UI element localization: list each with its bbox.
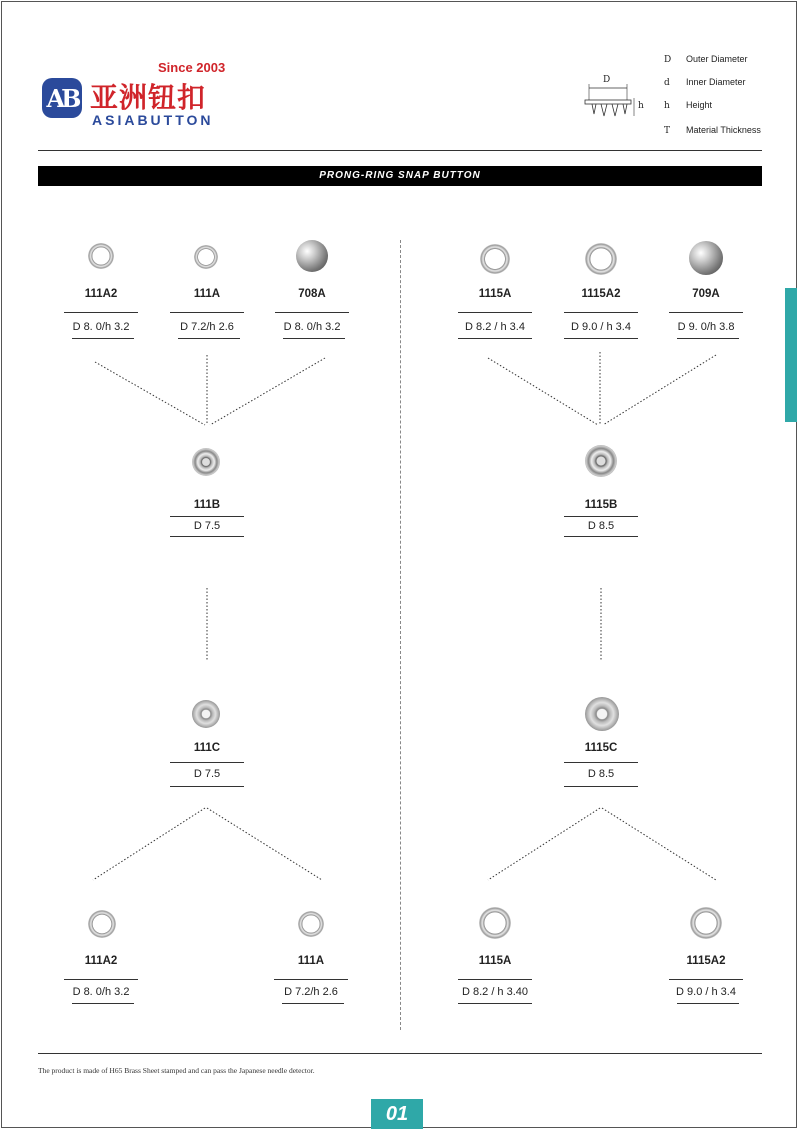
- footer-note: The product is made of H65 Brass Sheet stamped and can pass the Japanese needle detector.: [38, 1066, 315, 1075]
- legend-label: Inner Diameter: [686, 77, 746, 87]
- ring-button-icon: [88, 910, 116, 938]
- spec-rule: [64, 979, 138, 980]
- spec-rule: [669, 979, 743, 980]
- spec-rule: [669, 312, 743, 313]
- spec-rule: [72, 1003, 134, 1004]
- product-spec: D 7.2/h 2.6: [180, 321, 234, 333]
- ring-button-icon: [88, 243, 114, 269]
- spec-rule: [564, 762, 638, 763]
- stud-icon: [192, 700, 220, 728]
- product-spec: D 9.0 / h 3.4: [571, 321, 631, 333]
- product-spec: D 8. 0/h 3.2: [72, 321, 130, 333]
- product-code: 111A: [193, 288, 221, 300]
- spec-rule: [458, 1003, 532, 1004]
- product-spec: D 8. 0/h 3.2: [72, 986, 130, 998]
- spec-rule: [170, 536, 244, 537]
- spec-rule: [564, 312, 638, 313]
- brand-name-en: ASIABUTTON: [92, 112, 214, 128]
- product-spec: D 9.0 / h 3.4: [676, 986, 736, 998]
- spec-rule: [564, 338, 638, 339]
- legend-label: Height: [686, 100, 713, 110]
- ring-button-icon: [480, 244, 510, 274]
- product-spec: D 8.5: [587, 520, 615, 532]
- diagram-h-label: h: [638, 101, 644, 111]
- footer-rule: [38, 1053, 762, 1054]
- product-code: 1115A2: [686, 955, 726, 967]
- brand-since: Since 2003: [158, 60, 226, 75]
- legend-symbol: h: [664, 101, 670, 111]
- legend-symbol: T: [664, 126, 671, 136]
- spec-rule: [283, 338, 345, 339]
- spec-rule: [170, 312, 244, 313]
- spec-rule: [677, 338, 739, 339]
- spec-rule: [677, 1003, 739, 1004]
- product-spec: D 8. 0/h 3.2: [283, 321, 341, 333]
- ring-button-icon: [479, 907, 511, 939]
- product-spec: D 7.2/h 2.6: [284, 986, 338, 998]
- ring-button-icon: [585, 243, 617, 275]
- diagram-d-label: D: [603, 75, 611, 85]
- spec-rule: [72, 338, 134, 339]
- pearl-cap-icon: [689, 241, 723, 275]
- banner-title: PRONG-RING SNAP BUTTON: [319, 170, 481, 181]
- legend-symbol: D: [664, 55, 672, 65]
- product-code: 111A2: [84, 288, 118, 300]
- spec-rule: [170, 516, 244, 517]
- product-code: 111A: [297, 955, 325, 967]
- socket-icon: [585, 445, 617, 477]
- brand-logo-mark: AB: [42, 78, 82, 118]
- product-code: 708A: [298, 288, 326, 300]
- product-spec: D 8.2 / h 3.40: [461, 986, 529, 998]
- legend-symbol: d: [664, 78, 670, 88]
- spec-rule: [564, 516, 638, 517]
- ring-button-icon: [298, 911, 324, 937]
- product-code: 1115C: [584, 742, 618, 754]
- stud-icon: [585, 697, 619, 731]
- ring-button-icon: [690, 907, 722, 939]
- spec-rule: [170, 786, 244, 787]
- product-spec: D 8.5: [587, 768, 615, 780]
- ring-button-icon: [194, 245, 218, 269]
- spec-rule: [564, 536, 638, 537]
- pearl-cap-icon: [296, 240, 328, 272]
- spec-rule: [458, 312, 532, 313]
- legend-label: Material Thickness: [686, 125, 761, 135]
- product-code: 1115A2: [581, 288, 621, 300]
- spec-rule: [274, 979, 348, 980]
- product-spec: D 8.2 / h 3.4: [465, 321, 525, 333]
- spec-rule: [275, 312, 349, 313]
- spec-rule: [564, 786, 638, 787]
- product-code: 1115B: [584, 499, 618, 511]
- product-code: 111A2: [84, 955, 118, 967]
- socket-icon: [192, 448, 220, 476]
- spec-rule: [64, 312, 138, 313]
- spec-rule: [170, 762, 244, 763]
- product-spec: D 7.5: [193, 768, 221, 780]
- spec-rule: [178, 338, 240, 339]
- legend-label: Outer Diameter: [686, 54, 748, 64]
- spec-rule: [282, 1003, 344, 1004]
- product-code: 709A: [692, 288, 720, 300]
- product-code: 1115A: [478, 955, 512, 967]
- brand-name-cn: 亚洲钮扣: [90, 81, 207, 114]
- page-number: 01: [371, 1099, 423, 1129]
- product-spec: D 7.5: [193, 520, 221, 532]
- product-code: 111B: [193, 499, 221, 511]
- spec-rule: [458, 979, 532, 980]
- product-code: 1115A: [478, 288, 512, 300]
- product-code: 111C: [193, 742, 221, 754]
- product-spec: D 9. 0/h 3.8: [677, 321, 735, 333]
- spec-rule: [458, 338, 532, 339]
